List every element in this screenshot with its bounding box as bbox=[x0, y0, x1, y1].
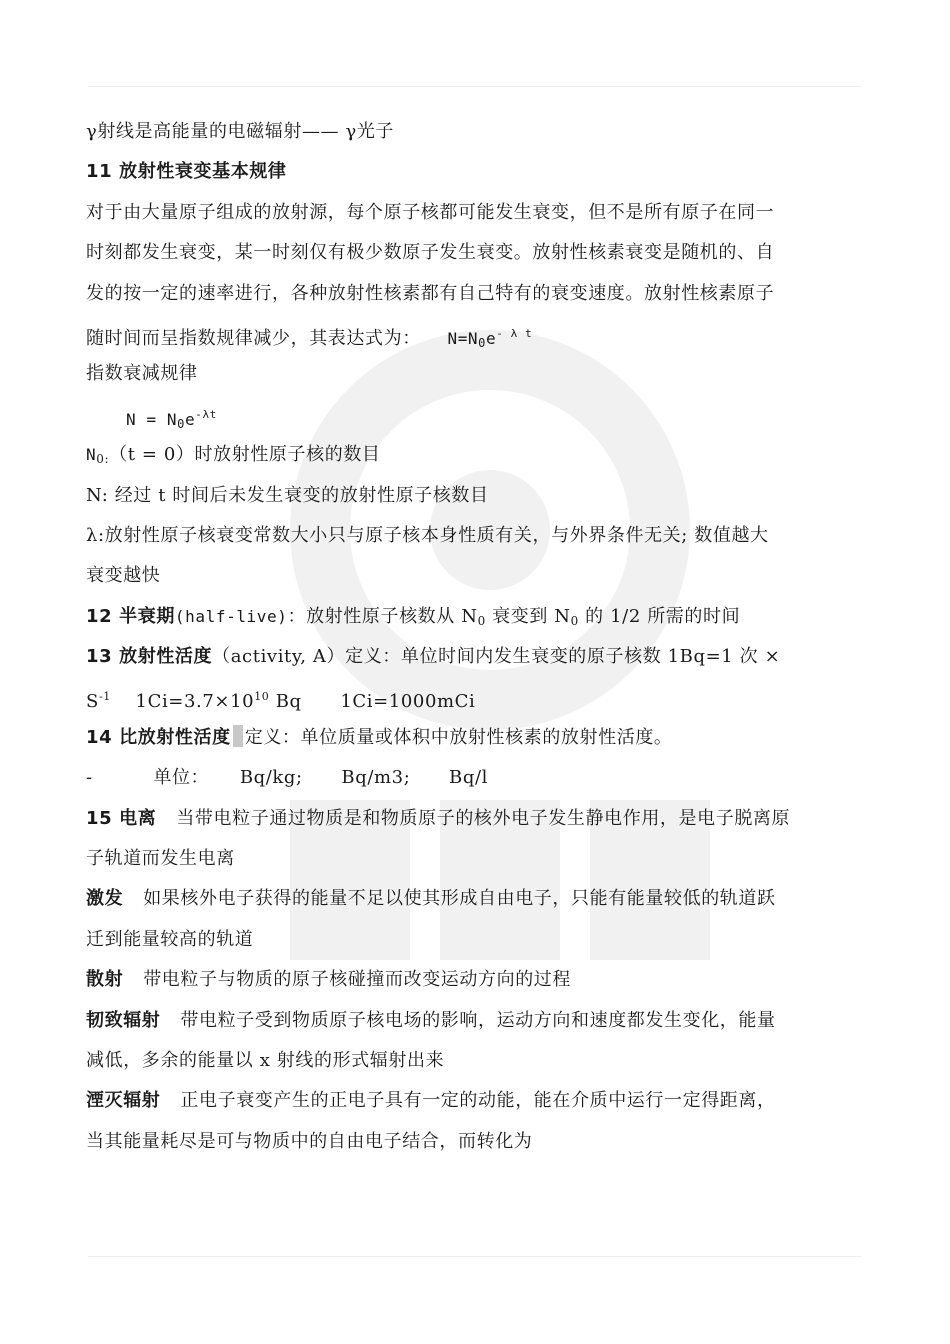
paragraph-line: 发的按一定的速率进行，各种放射性核素都有自己特有的衰变速度。放射性核素原子 bbox=[86, 282, 775, 304]
page-bottom-rule bbox=[88, 1256, 862, 1257]
bremsstrahlung-cont: 减低，多余的能量以 x 射线的形式辐射出来 bbox=[86, 1049, 445, 1071]
paragraph-text: 随时间而呈指数规律减少，其表达式为： bbox=[86, 327, 421, 349]
section-11-heading: 11 放射性衰变基本规律 bbox=[86, 161, 287, 183]
paragraph-line: 对于由大量原子组成的放射源，每个原子核都可能发生衰变，但不是所有原子在同一 bbox=[86, 201, 775, 223]
section-15-cont: 子轨道而发生电离 bbox=[86, 848, 235, 870]
exp-law-label: 指数衰减规律 bbox=[86, 363, 198, 385]
section-14: 14 比放射性活度 定义：单位质量或体积中放射性核素的放射性活度。 bbox=[86, 726, 673, 748]
excitation-term: 激发 如果核外电子获得的能量不足以使其形成自由电子，只能有能量较低的轨道跃 bbox=[86, 888, 776, 910]
excitation-cont: 迁到能量较高的轨道 bbox=[86, 928, 254, 950]
units-line: - 单位： Bq/kg; Bq/m3; Bq/l bbox=[86, 767, 489, 789]
lambda-definition: λ:放射性原子核衰变常数大小只与原子核本身性质有关，与外界条件无关; 数值越大 bbox=[86, 524, 769, 546]
n0-definition: $N_{0:}(t = 0)$时放射性原子核的数目 bbox=[86, 444, 381, 467]
bremsstrahlung-term: 韧致辐射 带电粒子受到物质原子核电场的影响，运动方向和速度都发生变化，能量 bbox=[86, 1009, 776, 1031]
document-body bbox=[86, 112, 866, 1162]
n-definition: N: 经过 t 时间后未发生衰变的放射性原子核数目 bbox=[86, 484, 489, 506]
gamma-line: γ射线是高能量的电磁辐射—— γ光子 bbox=[86, 121, 395, 142]
paragraph-line-formula bbox=[86, 314, 866, 354]
highlight-mark bbox=[233, 725, 243, 747]
section-13-cont: $S^{-1}$ $1Ci=3.7\times 10^{10}$ Bq 1Ci=1000mCi bbox=[86, 690, 476, 713]
lambda-definition-cont: 衰变越快 bbox=[86, 565, 161, 587]
section-15: 15 电离 当带电粒子通过物质是和物质原子的核外电子发生静电作用，是电子脱离原 bbox=[86, 807, 791, 829]
annihilation-term: 湮灭辐射 正电子衰变产生的正电子具有一定的动能，能在介质中运行一定得距离， bbox=[86, 1090, 776, 1112]
page-top-rule bbox=[88, 86, 862, 87]
paragraph-line: 时刻都发生衰变，某一时刻仅有极少数原子发生衰变。放射性核素衰变是随机的、自 bbox=[86, 242, 775, 264]
annihilation-cont: 当其能量耗尽是可与物质中的自由电子结合，而转化为 bbox=[86, 1130, 533, 1152]
exp-formula: $N = N_0e^{-\lambda t}$ bbox=[126, 407, 217, 431]
section-12: 12 半衰期(half-live)：放射性原子核数从 $N_0$ 衰变到 $N_0$ 的 1/2 所需的时间 bbox=[86, 605, 741, 628]
decay-formula: $N=N_0e^{- \lambda t}$ bbox=[447, 326, 533, 350]
scattering-term: 散射 带电粒子与物质的原子核碰撞而改变运动方向的过程 bbox=[86, 969, 572, 991]
section-13: 13 放射性活度（activity, A）定义：单位时间内发生衰变的原子核数 1Bq=1 次 × bbox=[86, 646, 781, 668]
